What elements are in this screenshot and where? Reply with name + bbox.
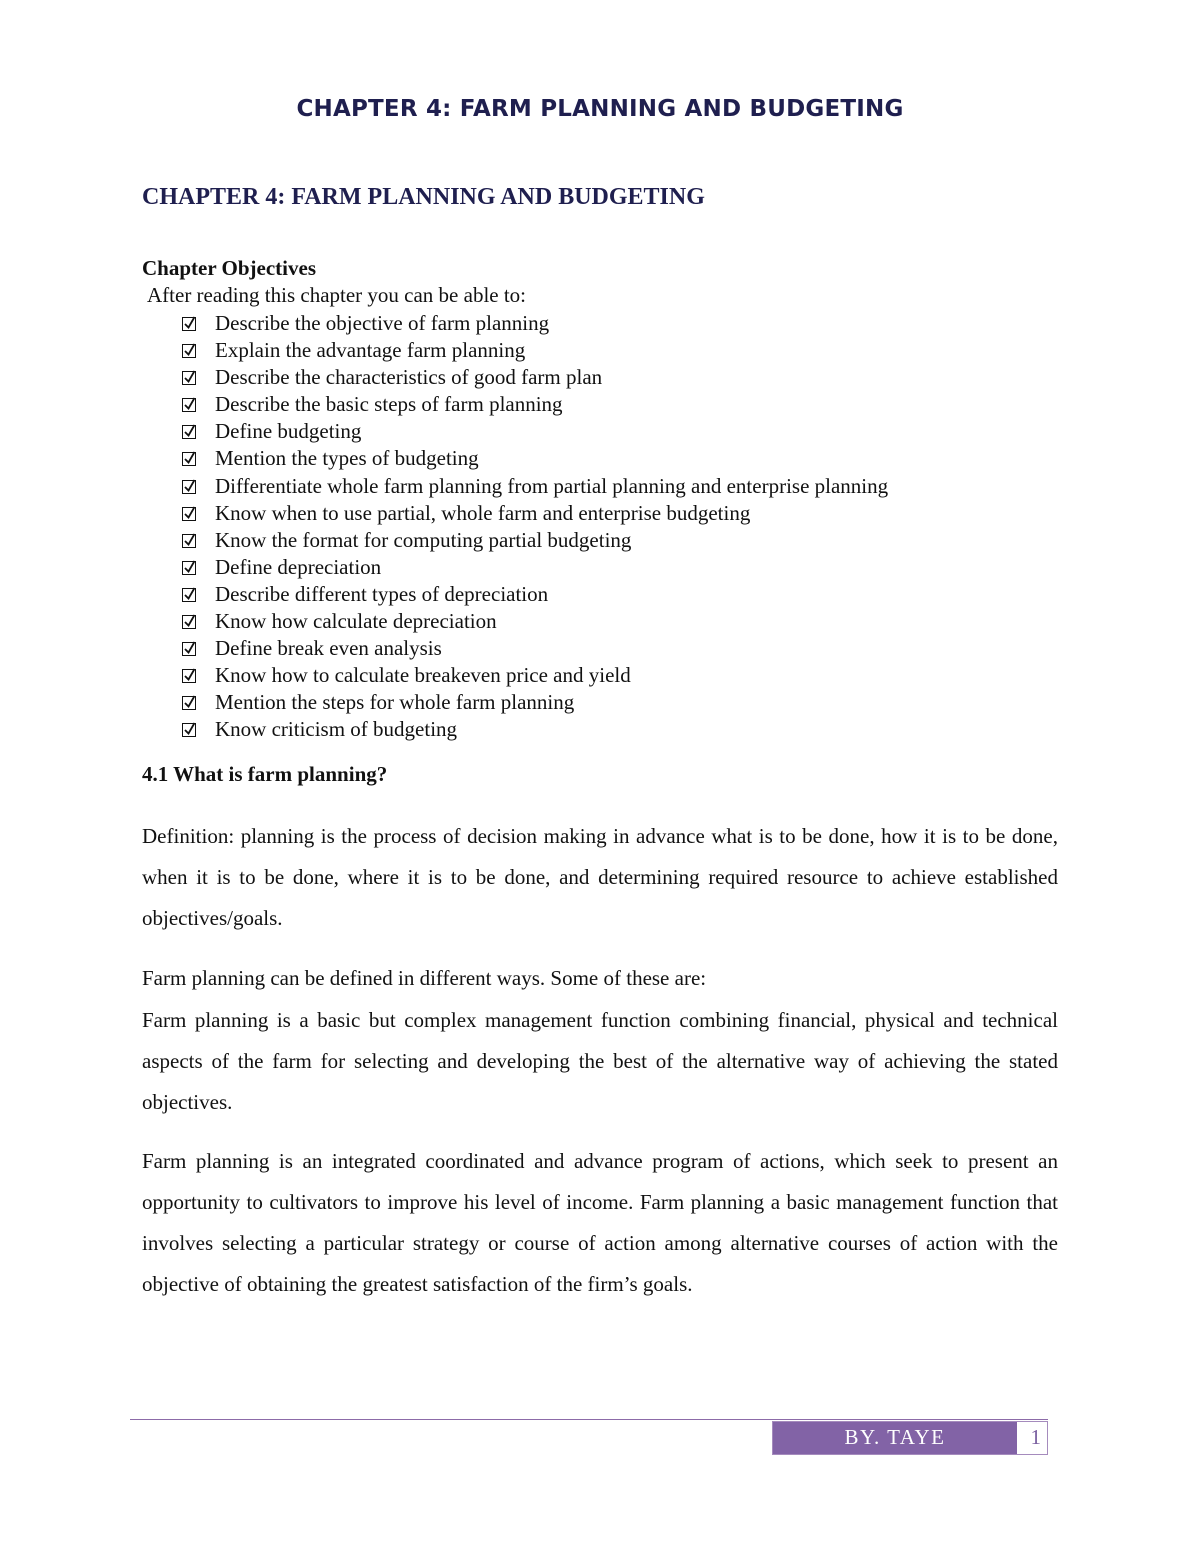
objective-item — [180, 608, 888, 635]
checkbox-checked-icon — [182, 452, 196, 466]
checkbox-checked-icon — [182, 723, 196, 737]
checkbox-checked-icon — [182, 480, 196, 494]
objective-label: Know criticism of budgeting — [215, 717, 458, 742]
objective-item — [180, 473, 888, 500]
checkbox-checked-icon — [182, 615, 196, 629]
definition-paragraph: Definition: planning is the process of decision making in advance what is to be done, how it is to be done, when it is to be done, where it is to be done, and determining required resource to achieve established objectives/goals. — [142, 824, 1058, 930]
checkbox-checked-icon — [182, 507, 196, 521]
objective-item — [180, 554, 888, 581]
checkbox-checked-icon — [182, 588, 196, 602]
objective-item — [180, 500, 888, 527]
objective-label: Mention the steps for whole farm planning — [215, 690, 575, 715]
page-header-title: CHAPTER 4: FARM PLANNING AND BUDGETING — [296, 96, 904, 122]
objective-item — [180, 445, 888, 472]
footer-author: BY. TAYE — [773, 1422, 1017, 1454]
checkbox-checked-icon — [182, 696, 196, 710]
objective-label: Describe the basic steps of farm planning — [215, 392, 563, 417]
checkbox-checked-icon — [182, 344, 196, 358]
checkbox-checked-icon — [182, 425, 196, 439]
section-heading: 4.1 What is farm planning? — [142, 762, 388, 786]
objective-item — [180, 689, 888, 716]
objective-item — [180, 364, 888, 391]
objectives-list — [180, 310, 888, 744]
checkbox-checked-icon — [182, 371, 196, 385]
objective-item — [180, 716, 888, 743]
objective-label: Explain the advantage farm planning — [215, 338, 526, 363]
objective-item — [180, 581, 888, 608]
objective-label: Define break even analysis — [215, 636, 442, 661]
farm-planning-paragraph-2: Farm planning is an integrated coordinated and advance program of actions, which seek to present an opportunity to cultivators to improve his level of income. Farm planning a basic management function that involves selecting a particular strategy or course of action among alternative courses of action with the objective of obtaining the greatest satisfaction of the firm’s goals. — [142, 1149, 1058, 1296]
intro-paragraph: Farm planning can be defined in different ways. Some of these are: — [142, 966, 707, 990]
checkbox-checked-icon — [182, 669, 196, 683]
objective-item — [180, 527, 888, 554]
objective-label: Describe different types of depreciation — [215, 581, 549, 606]
objective-item — [180, 337, 888, 364]
objective-label: Describe the objective of farm planning — [215, 311, 550, 335]
footer-rule — [130, 1419, 1048, 1420]
farm-planning-paragraph-1: Farm planning is a basic but complex management function combining financial, physical and technical aspects of the farm for selecting and developing the best of the alternative way of achieving the stated objectives. — [142, 1008, 1058, 1114]
chapter-heading: CHAPTER 4: FARM PLANNING AND BUDGETING — [142, 184, 705, 210]
footer-box — [772, 1421, 1048, 1455]
objective-item — [180, 310, 888, 337]
checkbox-checked-icon — [182, 398, 196, 412]
objective-label: Know how calculate depreciation — [215, 609, 497, 634]
objective-item — [180, 662, 888, 689]
objectives-title: Chapter Objectives — [142, 256, 316, 280]
objective-item — [180, 391, 888, 418]
objective-item — [180, 418, 888, 445]
checkbox-checked-icon — [182, 642, 196, 656]
objective-label: Mention the types of budgeting — [215, 446, 479, 471]
checkbox-checked-icon — [182, 534, 196, 548]
page-number: 1 — [1030, 1425, 1041, 1449]
objective-label: Define depreciation — [215, 554, 382, 579]
objective-item — [180, 635, 888, 662]
objective-label: Differentiate whole farm planning from partial planning and enterprise planning — [215, 473, 889, 498]
objective-label: Know the format for computing partial budgeting — [215, 527, 632, 552]
objective-label: Know when to use partial, whole farm and enterprise budgeting — [215, 500, 751, 525]
objective-label: Define budgeting — [215, 419, 362, 444]
objectives-intro: After reading this chapter you can be able to: — [147, 283, 527, 307]
objective-label: Know how to calculate breakeven price and yield — [215, 663, 631, 688]
objective-label: Describe the characteristics of good farm plan — [215, 365, 603, 390]
checkbox-checked-icon — [182, 561, 196, 575]
checkbox-checked-icon — [182, 317, 196, 331]
